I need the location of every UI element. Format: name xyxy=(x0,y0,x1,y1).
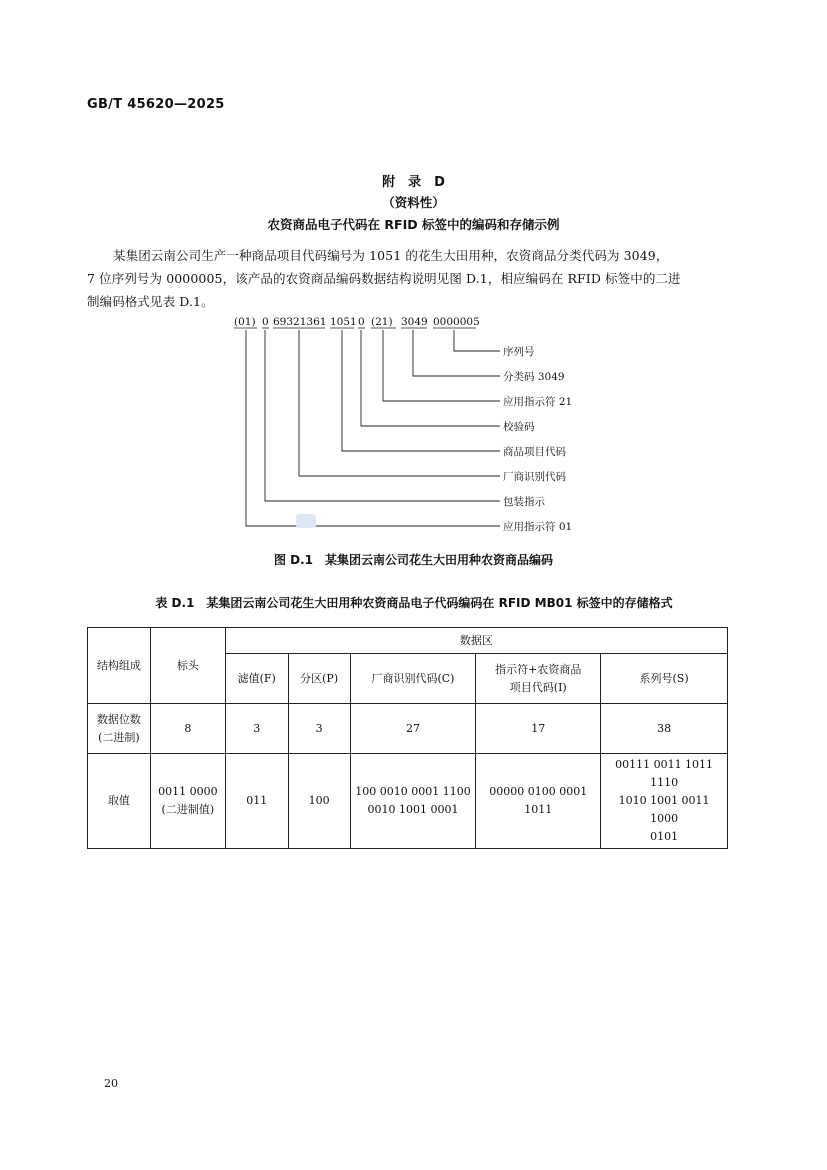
cell-company: 厂商识别代码(C) xyxy=(350,654,476,704)
label-check: 校验码 xyxy=(503,421,535,433)
intro-line-2: 7 位序列号为 0000005，该产品的农资商品编码数据结构说明见图 D.1，相应编码在 RFID 标签中的二进 xyxy=(87,271,681,286)
cell-bits-partition: 3 xyxy=(288,704,350,754)
page-number: 20 xyxy=(104,1077,118,1090)
cell-bits-label: 数据位数 (二进制) xyxy=(88,704,151,754)
label-item: 商品项目代码 xyxy=(503,446,566,458)
label-ai01: 应用指示符 01 xyxy=(503,521,573,533)
cell-indicator: 指示符+农资商品 项目代码(I) xyxy=(476,654,601,704)
code-seg-ai01: (01) xyxy=(234,316,256,328)
cell-data-area: 数据区 xyxy=(225,628,727,654)
storage-format-table xyxy=(87,627,728,849)
appendix-type: （资料性） xyxy=(382,195,445,210)
label-company: 厂商识别代码 xyxy=(503,471,566,483)
cell-value-serial: 00111 0011 1011 1110 1010 1001 0011 1000 0101 xyxy=(601,754,728,849)
code-seg-serial: 0000005 xyxy=(433,316,480,328)
cell-filter: 滤值(F) xyxy=(225,654,288,704)
appendix-label: 附 录 D xyxy=(382,175,445,190)
figure-caption: 图 D.1 某集团云南公司花生大田用种农资商品编码 xyxy=(273,553,554,567)
cell-serial: 系列号(S) xyxy=(601,654,728,704)
table-row xyxy=(88,754,728,849)
cell-bits-serial: 38 xyxy=(601,704,728,754)
watermark-badge xyxy=(296,514,316,528)
intro-line-3: 制编码格式见表 D.1。 xyxy=(87,294,214,309)
label-class: 分类码 3049 xyxy=(503,371,565,383)
cell-bits-indicator: 17 xyxy=(476,704,601,754)
leader-lines xyxy=(246,330,500,526)
code-seg-class: 3049 xyxy=(401,316,428,328)
code-seg-check: 0 xyxy=(358,316,365,328)
code-structure-diagram xyxy=(0,0,827,560)
standard-number: GB/T 45620—2025 xyxy=(87,97,225,112)
cell-value-label: 取值 xyxy=(88,754,151,849)
cell-value-header: 0011 0000 (二进制值) xyxy=(150,754,225,849)
intro-line-1: 某集团云南公司生产一种商品项目代码编号为 1051 的花生大田用种，农资商品分类代码为 3049， xyxy=(113,248,669,263)
cell-bits-company: 27 xyxy=(350,704,476,754)
code-seg-item: 1051 xyxy=(330,316,357,328)
label-ai21: 应用指示符 21 xyxy=(503,396,573,408)
cell-value-filter: 011 xyxy=(225,754,288,849)
cell-bits-header: 8 xyxy=(150,704,225,754)
cell-header-col: 标头 xyxy=(150,628,225,704)
table-row xyxy=(88,704,728,754)
cell-value-indicator: 00000 0100 0001 1011 xyxy=(476,754,601,849)
cell-value-company: 100 0010 0001 1100 0010 1001 0001 xyxy=(350,754,476,849)
cell-partition: 分区(P) xyxy=(288,654,350,704)
cell-value-partition: 100 xyxy=(288,754,350,849)
appendix-title: 农资商品电子代码在 RFID 标签中的编码和存储示例 xyxy=(267,217,560,232)
cell-structure: 结构组成 xyxy=(88,628,151,704)
code-seg-company: 69321361 xyxy=(273,316,327,328)
code-seg-ai21: (21) xyxy=(371,316,393,328)
label-package: 包装指示 xyxy=(503,496,545,508)
code-seg-package: 0 xyxy=(262,316,269,328)
cell-bits-filter: 3 xyxy=(225,704,288,754)
table-row xyxy=(88,628,728,654)
table-caption: 表 D.1 某集团云南公司花生大田用种农资商品电子代码编码在 RFID MB01 标签中的存储格式 xyxy=(155,596,673,610)
label-serial: 序列号 xyxy=(503,346,535,358)
